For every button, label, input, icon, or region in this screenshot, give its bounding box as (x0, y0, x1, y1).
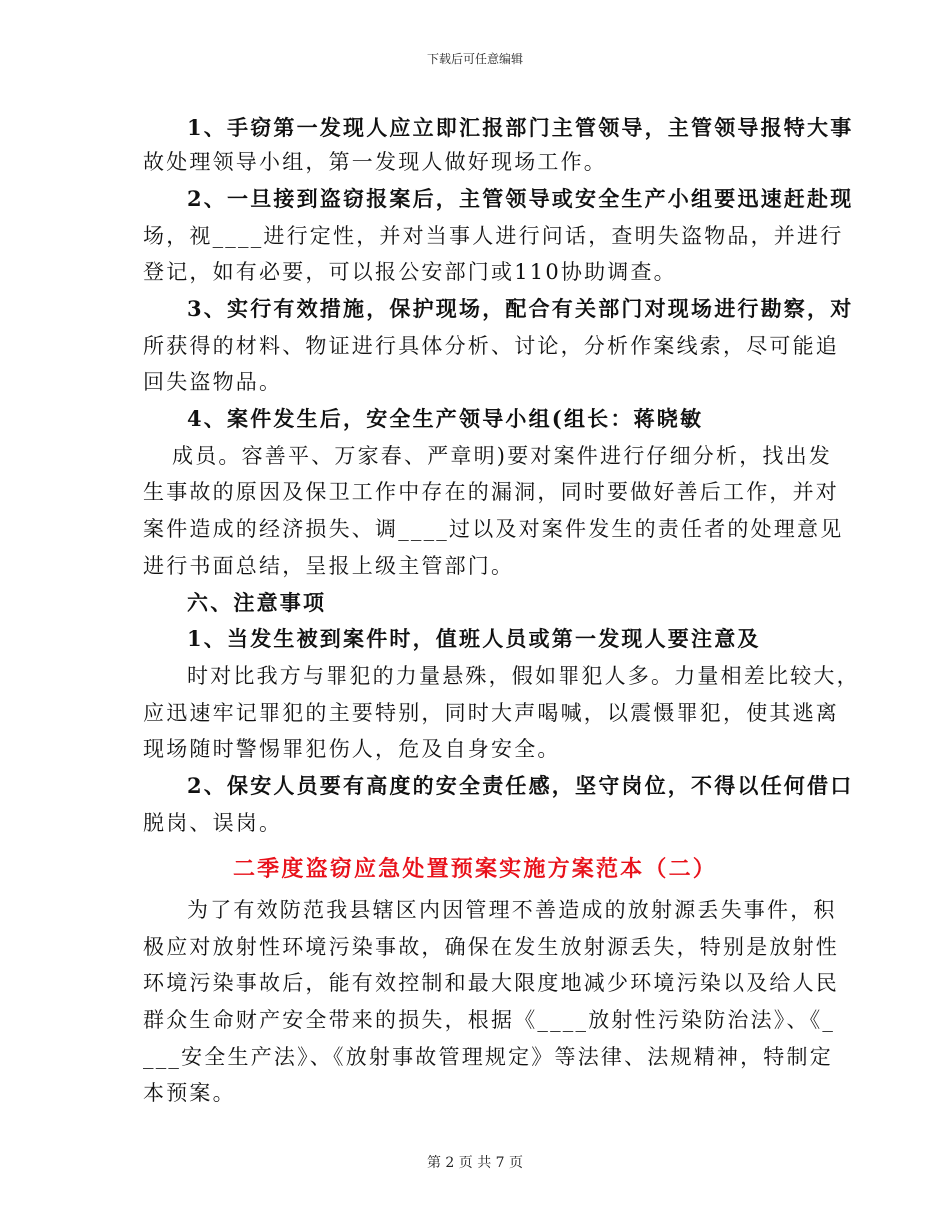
paragraph-line: 应迅速牢记罪犯的主要特别，同时大声喝喊，以震慑罪犯，使其逃离 (143, 701, 839, 725)
paragraph-line: 所获得的材料、物证进行具体分析、讨论，分析作案线索，尽可能追 (143, 334, 839, 358)
paragraph-line: 时对比我方与罪犯的力量悬殊，假如罪犯人多。力量相差比较大， (187, 664, 860, 688)
paragraph-line: 1、当发生被到案件时，值班人员或第一发现人要注意及 (187, 626, 761, 651)
section-heading: 六、注意事项 (187, 590, 327, 615)
document-title: 二季度盗窃应急处置预案实施方案范本（二） (232, 856, 717, 882)
paragraph-line: 现场随时警惕罪犯伤人，危及自身安全。 (143, 737, 561, 761)
paragraph-line: 案件造成的经济损失、调____过以及对案件发生的责任者的处理意见 (143, 517, 844, 541)
paragraph-line: 回失盗物品。 (143, 370, 283, 394)
paragraph-line: 环境污染事故后，能有效控制和最大限度地减少环境污染以及给人民 (143, 971, 839, 995)
paragraph-line: 故处理领导小组，第一发现人做好现场工作。 (143, 150, 607, 174)
paragraph-line: 进行书面总结，呈报上级主管部门。 (143, 554, 515, 578)
page-header: 下载后可任意编辑 (426, 52, 523, 66)
paragraph-line: 为了有效防范我县辖区内因管理不善造成的放射源丢失事件，积 (187, 898, 837, 922)
paragraph-line: 极应对放射性环境污染事故，确保在发生放射源丢失，特别是放射性 (143, 935, 839, 959)
paragraph-line: 本预案。 (143, 1081, 236, 1105)
paragraph-line: 群众生命财产安全带来的损失，根据《____放射性污染防治法》、《_ (143, 1008, 836, 1032)
paragraph-line: 登记，如有必要，可以报公安部门或110协助调查。 (143, 260, 677, 284)
paragraph-line: 3、实行有效措施，保护现场，配合有关部门对现场进行勘察，对 (187, 296, 854, 321)
paragraph-line: 4、案件发生后，安全生产领导小组(组长：蒋晓敏 (187, 406, 704, 431)
paragraph-line: 成员。容善平、万家春、严章明)要对案件进行仔细分析，找出发 (172, 444, 832, 468)
paragraph-line: 生事故的原因及保卫工作中存在的漏洞，同时要做好善后工作，并对 (143, 480, 839, 504)
paragraph-line: 场，视____进行定性，并对当事人进行问话，查明失盗物品，并进行 (143, 224, 844, 248)
paragraph-line: 2、保安人员要有高度的安全责任感，坚守岗位，不得以任何借口 (187, 773, 854, 798)
paragraph-line: ___安全生产法》、《放射事故管理规定》等法律、法规精神，特制定 (143, 1045, 833, 1069)
paragraph-line: 脱岗、误岗。 (143, 811, 283, 835)
paragraph-line: 1、手窃第一发现人应立即汇报部门主管领导，主管领导报特大事 (187, 115, 854, 140)
page-footer: 第 2 页 共 7 页 (426, 1155, 524, 1171)
paragraph-line: 2、一旦接到盗窃报案后，主管领导或安全生产小组要迅速赶赴现 (187, 186, 854, 211)
